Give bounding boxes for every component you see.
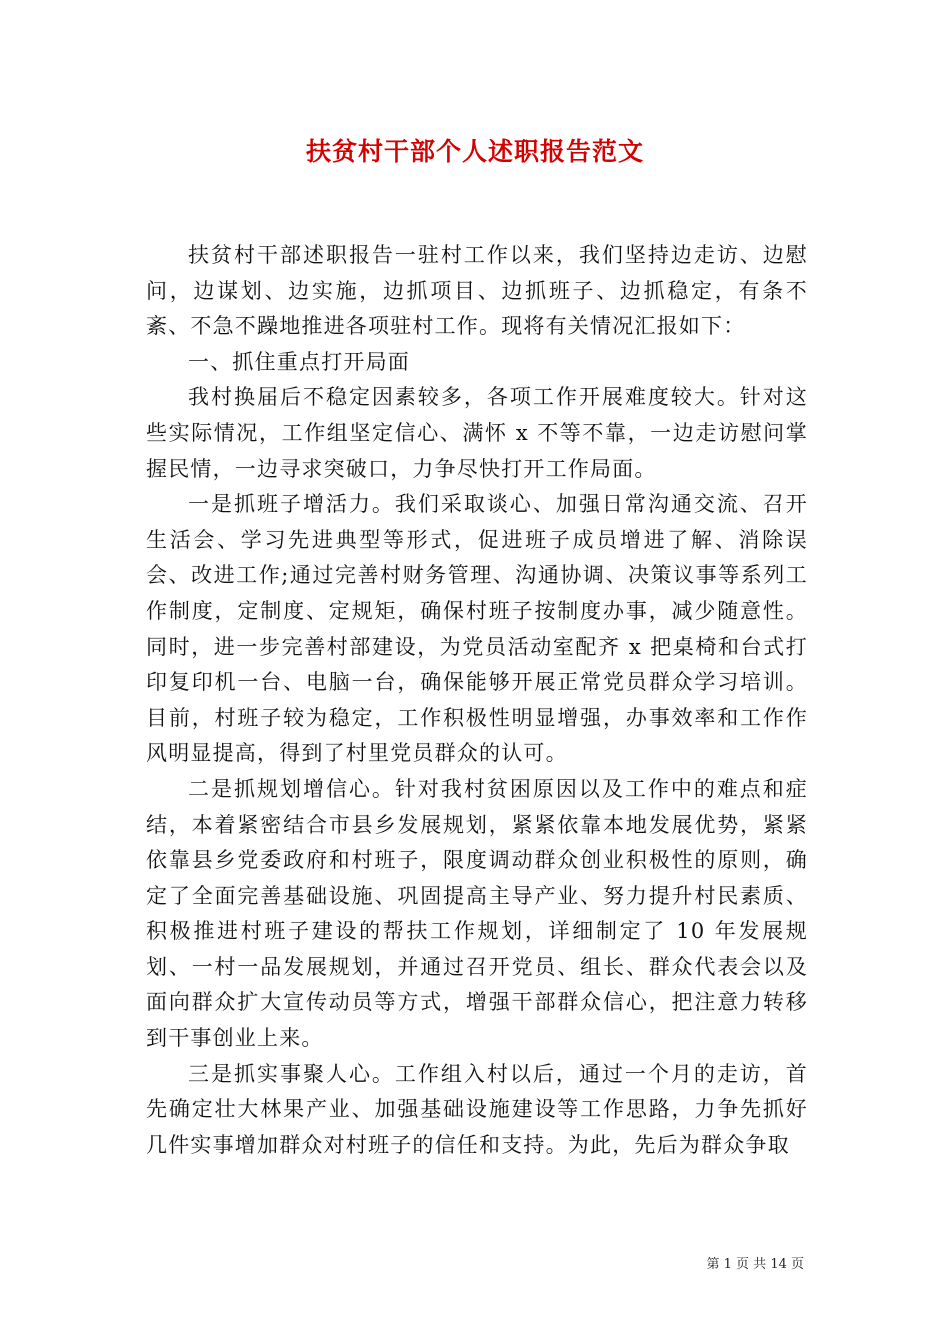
paragraph-planning: 二是抓规划增信心。针对我村贫困原因以及工作中的难点和症结，本着紧密结合市县乡发展规划，紧紧依靠本地发展优势，紧紧依靠县乡党委政府和村班子，限度调动群众创业积极性的原则，确定了全面完善基础设施、巩固提高主导产业、努力提升村民素质、积极推进村班子建设的帮扶工作规划，详细制定了 10 年发展规划、一村一品发展规划，并通过召开党员、组长、群众代表会以及面向群众扩大宣传动员等方式，增强干部群众信心，把注意力转移到干事创业上来。 [146, 776, 808, 1051]
section-heading-1: 一、抓住重点打开局面 [188, 349, 410, 374]
paragraph-intro: 扶贫村干部述职报告一驻村工作以来，我们坚持边走访、边慰问，边谋划、边实施，边抓项目、边抓班子、边抓稳定，有条不紊、不急不躁地推进各项驻村工作。现将有关情况汇报如下： [146, 243, 808, 339]
paragraph-team: 一是抓班子增活力。我们采取谈心、加强日常沟通交流、召开生活会、学习先进典型等形式，促进班子成员增进了解、消除误会、改进工作;通过完善村财务管理、沟通协调、决策议事等系列工作制度，定制度、定规矩，确保村班子按制度办事，减少随意性。同时，进一步完善村部建设，为党员活动室配齐 x 把桌椅和台式打印复印机一台、电脑一台，确保能够开展正常党员群众学习培训。目前，村班子较为稳定，工作积极性明显增强，办事效率和工作作风明显提高，得到了村里党员群众的认可。 [146, 492, 808, 766]
paragraph-practical: 三是抓实事聚人心。工作组入村以后，通过一个月的走访，首先确定壮大林果产业、加强基础设施建设等工作思路，力争先抓好几件实事增加群众对村班子的信任和支持。为此，先后为群众争取 [146, 1061, 808, 1157]
document-title: 扶贫村干部个人述职报告范文 [305, 137, 644, 166]
paragraph-situation: 我村换届后不稳定因素较多，各项工作开展难度较大。针对这些实际情况，工作组坚定信心、满怀 x 不等不靠，一边走访慰问掌握民情，一边寻求突破口，力争尽快打开工作局面。 [146, 385, 808, 481]
page-number: 第 1 页 共 14 页 [706, 1257, 804, 1272]
document-body [146, 238, 808, 1163]
